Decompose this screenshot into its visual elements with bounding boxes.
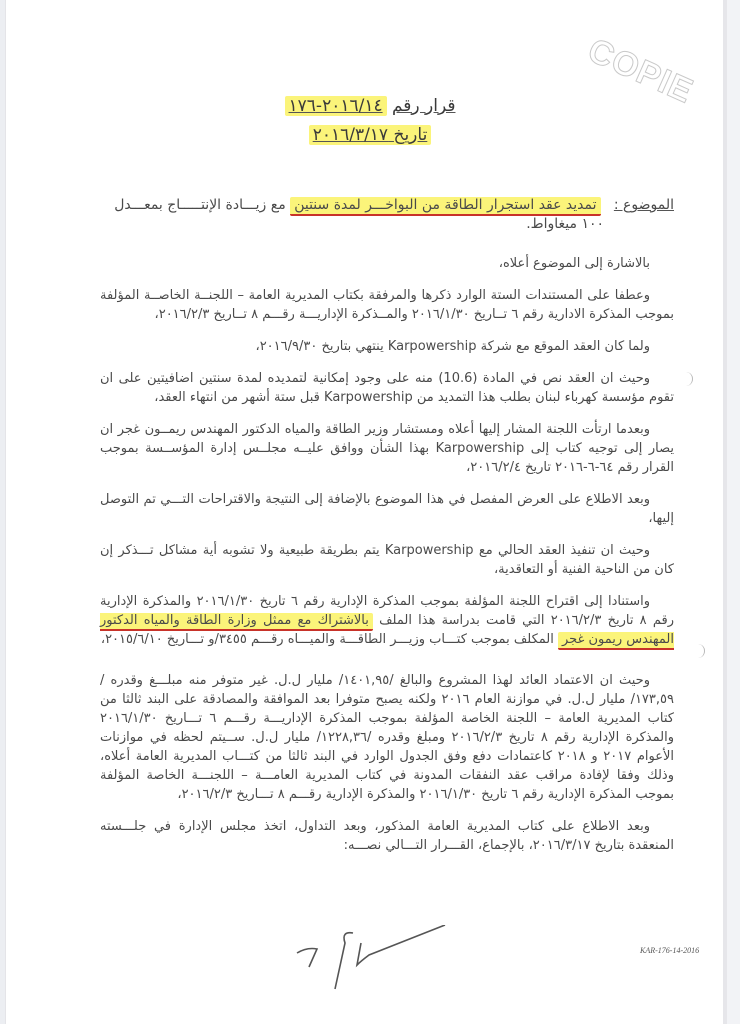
para8-part2: المكلف بموجب كتـــاب وزيـــر الطاقـــة والميـــاه رقـــم ٣٤٥٥/و تـــاريخ ٢٠١٥/٦/١٠، xyxy=(100,632,558,647)
document-body xyxy=(100,196,674,868)
decision-label: قرار رقم xyxy=(391,96,456,116)
subject-label: الموضوع : xyxy=(613,197,674,213)
para8-highlighted: بالاشتراك مع ممثل وزارة الطاقة والمياه الدكتور المهندس ريمون غجر xyxy=(100,613,674,650)
date-label: تاريخ xyxy=(393,125,428,145)
decision-date-line xyxy=(0,125,740,145)
date-value: ٢٠١٦/٣/١٧ xyxy=(312,125,389,145)
signature-stroke xyxy=(335,933,353,989)
paragraph-committee-proposal xyxy=(100,592,674,649)
paragraph-committee-opinion: وبعدما ارتأت اللجنة المشار إليها أعلاه ومستشار وزير الطاقة والمياه الدكتور المهندس ريمــون غجر ان يصار إلى توجيه كتاب إلى Karpowership بهذا الشأن ووافق عليــه مجلــس إدارة المؤســسة بموجب القرار رقم ٦٤-٦-٢٠١٦ تاريخ ٢٠١٦/٢/٤، xyxy=(100,422,675,475)
page-edge-right xyxy=(727,0,740,1024)
paragraph-article-10-6: وحيث ان العقد نص في المادة (10.6) منه على وجود إمكانية لتمديده لمدة سنتين اضافيتين على ان تقوم مؤسسة كهرباء لبنان بطلب هذا التمديد من Karpowership قبل ستة أشهر من انتهاء العقد، xyxy=(100,371,674,405)
signature-stroke xyxy=(297,949,317,968)
paragraph-budget: وحيث ان الاعتماد العائد لهذا المشروع والبالغ /١٤٠١,٩٥/ مليار ل.ل. غير متوفر منه مبلـــغ وقدره /١٧٣,٥٩/ مليار ل.ل. في موازنة العام ٢٠١٦ ولكنه يصبح متوفرا بعد الموافقة والمصادقة على البند ثالثا من كتاب المديرية العامة – اللجنة الخاصة المؤلفة بموجب المذكرة الإداريـــة رقـــم ٦ تـــاريخ ٢٠١٦/١/٣٠ والمذكرة الإدارية رقم ٨ تاريخ ٢٠١٦/٢/٣ ومبلغ وقدره /١٢٢٨,٣٦/ مليار ل.ل. ســيتم لحظه في موازنات الأعوام ٢٠١٧ و ٢٠١٨ كاعتمادات دفع وفق الجدول الوارد في البند ثالثا من كتـــاب المديرية العامة أعلاه، وذلك وفقا لإفادة مراقب عقد النفقات المدونة في كتاب المديرية العامـــة – اللجنـــة الخاصة المؤلفة بموجب المذكرة الإدارية رقم ٦ تاريخ ٢٠١٦/١/٣٠ والمذكرة الإدارية رقـــم ٨ تـــاريخ ٢٠١٦/٢/٣، xyxy=(100,673,675,802)
paragraph-execution: وحيث ان تنفيذ العقد الحالي مع Karpowership يتم بطريقة طبيعية ولا تشوبه أية مشاكل تـــذكر إن كان من الناحية الفنية أو التعاقدية، xyxy=(100,543,674,577)
paragraph-reference: بالاشارة إلى الموضوع أعلاه، xyxy=(498,256,650,271)
decision-date xyxy=(309,125,432,145)
paragraph-documents: وعطفا على المستندات الستة الوارد ذكرها والمرفقة بكتاب المديرية العامة – اللجنــة الخاصــة المؤلفة بموجب المذكرة الادارية رقم ٦ تــاريخ ٢٠١٦/١/٣٠ والمــذكرة الإداريـــة رقـــم ٨ تــاريخ ٢٠١٦/٢/٣، xyxy=(100,288,674,322)
subject-line xyxy=(100,196,674,234)
subject-line-2: ١٠٠ ميغاواط. xyxy=(526,216,604,232)
subject-rest: مع زيـــادة الإنتـــــاج بمعـــدل xyxy=(114,197,291,213)
reference-code: KAR-176-14-2016 xyxy=(640,946,700,955)
decision-number: ٢٠١٦/١٤-١٧٦ xyxy=(285,96,387,116)
signature xyxy=(295,925,495,995)
para8-part1: واستنادا إلى اقتراح اللجنة المؤلفة بموجب المذكرة الإدارية رقم ٦ تاريخ ٢٠١٦/١/٣٠ والمذكرة الإدارية رقم ٨ تاريخ ٢٠١٦/٢/٣ التي قامت بدراسة هذا الملف xyxy=(100,594,675,628)
signature-stroke xyxy=(357,925,445,965)
paragraph-board-decision: وبعد الاطلاع على كتاب المديرية العامة المذكور، وبعد التداول، اتخذ مجلس الإدارة في جلـــسته المنعقدة بتاريخ ٢٠١٦/٣/١٧، بالإجماع، القـــرار التـــالي نصـــه: xyxy=(100,819,674,853)
paragraph-review: وبعد الاطلاع على العرض المفصل في هذا الموضوع بالإضافة إلى النتيجة والاقتراحات التـــي تم التوصل إليها، xyxy=(100,492,674,526)
copie-stamp: COPIE xyxy=(582,31,699,111)
paragraph-contract-end: ولما كان العقد الموقع مع شركة Karpowership ينتهي بتاريخ ٢٠١٦/٩/٣٠، xyxy=(255,339,650,354)
subject-highlighted: تمديد عقد استجرار الطاقة من البواخـــر لمدة سنتين xyxy=(290,197,600,216)
decision-number-line xyxy=(0,96,740,116)
